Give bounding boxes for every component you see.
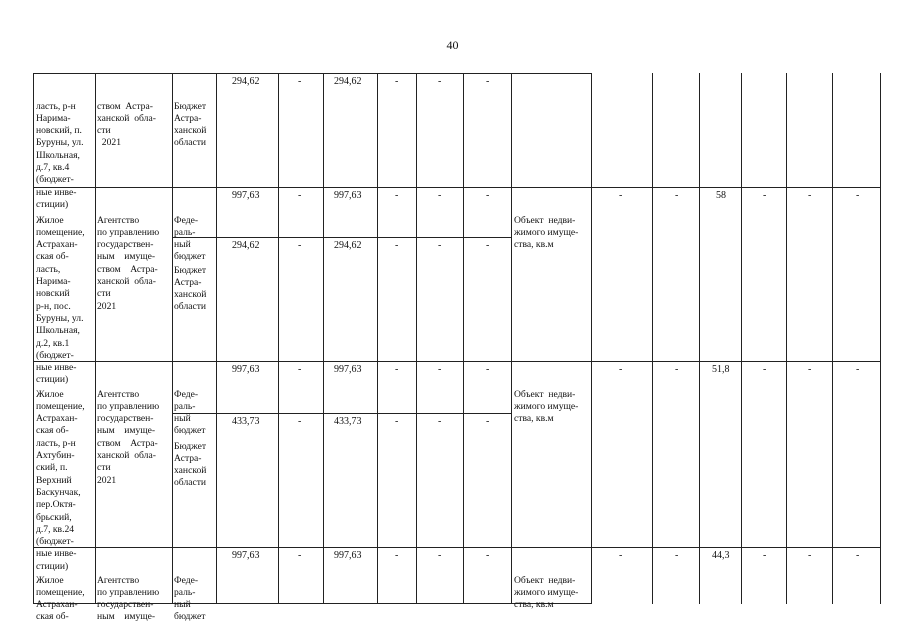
total-value: 997,63 xyxy=(232,190,260,201)
indicator-value: - xyxy=(808,364,812,375)
object-text: Жилое помещение, Астрахан- ская об- ласть, Нарима- новский р-н, пос. Буруны, ул. Школьная, д.2, кв.1 (бюджет- ные инве- стиции) xyxy=(36,214,85,386)
object-text: Жилое помещение, Астрахан- ская об- xyxy=(36,574,85,623)
col-line xyxy=(377,73,378,604)
value-cell: - xyxy=(298,240,302,251)
value-cell: - xyxy=(438,550,442,561)
indicator-text: Объект недви- жимого имуще- ства, кв.м xyxy=(514,574,579,611)
indicator-value: - xyxy=(763,364,767,375)
indicator-value: - xyxy=(856,550,860,561)
col-line xyxy=(278,73,279,604)
indicator-value: - xyxy=(619,190,623,201)
value-cell: - xyxy=(486,190,490,201)
indicator-value: - xyxy=(808,190,812,201)
indicator-value: - xyxy=(808,550,812,561)
col-line xyxy=(880,73,881,604)
total-value: 997,63 xyxy=(232,364,260,375)
value-cell: - xyxy=(298,364,302,375)
indicator-value: - xyxy=(675,364,679,375)
value-cell: - xyxy=(395,364,399,375)
object-text: ласть, р-н Нарима- новский, п. Буруны, ул. Школьная, д.7, кв.4 (бюджет- ные инве- стиции) xyxy=(36,100,84,210)
value-cell: 997,63 xyxy=(334,190,362,201)
row-line xyxy=(33,547,881,548)
value-cell: - xyxy=(438,76,442,87)
total-value: 433,73 xyxy=(232,416,260,427)
value-cell: - xyxy=(395,240,399,251)
row-line xyxy=(172,413,512,414)
funding-source: Феде- раль- ный бюджет xyxy=(174,214,206,263)
total-value: 997,63 xyxy=(232,550,260,561)
executor-text: Агентство по управлению государствен- ным имуще- xyxy=(97,574,160,623)
col-line xyxy=(216,73,217,604)
col-line xyxy=(33,73,34,604)
col-line xyxy=(699,73,700,604)
value-cell: - xyxy=(486,240,490,251)
value-cell: 433,73 xyxy=(334,416,362,427)
indicator-text: Объект недви- жимого имуще- ства, кв.м xyxy=(514,388,579,425)
value-cell: - xyxy=(395,550,399,561)
indicator-value: - xyxy=(675,190,679,201)
col-line xyxy=(463,73,464,604)
value-cell: - xyxy=(395,76,399,87)
col-line xyxy=(323,73,324,604)
col-line xyxy=(416,73,417,604)
funding-source: Бюджет Астра- ханской области xyxy=(174,100,207,149)
col-line xyxy=(591,73,592,604)
funding-source: Бюджет Астра- ханской области xyxy=(174,440,207,489)
value-cell: 997,63 xyxy=(334,550,362,561)
value-cell: - xyxy=(486,550,490,561)
indicator-value: - xyxy=(675,550,679,561)
executor-text: Агентство по управлению государствен- ным имуще- ством Астра- ханской обла- сти 2021 xyxy=(97,214,160,312)
value-cell: - xyxy=(438,240,442,251)
funding-source: Феде- раль- ный бюджет xyxy=(174,574,206,623)
value-cell: - xyxy=(395,190,399,201)
col-line xyxy=(511,73,512,604)
value-cell: - xyxy=(298,76,302,87)
indicator-value: 44,3 xyxy=(712,550,730,561)
value-cell: - xyxy=(486,416,490,427)
col-line xyxy=(741,73,742,604)
indicator-value: - xyxy=(619,550,623,561)
col-line xyxy=(95,73,96,604)
value-cell: - xyxy=(395,416,399,427)
col-line xyxy=(172,73,173,604)
total-value: 294,62 xyxy=(232,76,260,87)
indicator-value: 58 xyxy=(716,190,726,201)
executor-text: ством Астра- ханской обла- сти 2021 xyxy=(97,100,156,149)
value-cell: - xyxy=(486,76,490,87)
value-cell: - xyxy=(486,364,490,375)
indicator-value: - xyxy=(619,364,623,375)
value-cell: - xyxy=(298,550,302,561)
value-cell: - xyxy=(438,364,442,375)
col-line xyxy=(786,73,787,604)
total-value: 294,62 xyxy=(232,240,260,251)
col-line xyxy=(832,73,833,604)
indicator-value: - xyxy=(856,190,860,201)
row-line xyxy=(33,73,592,74)
indicator-value: - xyxy=(856,364,860,375)
indicator-text: Объект недви- жимого имуще- ства, кв.м xyxy=(514,214,579,251)
indicator-value: 51,8 xyxy=(712,364,730,375)
value-cell: - xyxy=(438,190,442,201)
funding-source: Феде- раль- ный бюджет xyxy=(174,388,206,437)
row-line xyxy=(33,361,881,362)
value-cell: 294,62 xyxy=(334,240,362,251)
value-cell: - xyxy=(438,416,442,427)
value-cell: - xyxy=(298,190,302,201)
executor-text: Агентство по управлению государствен- ным имуще- ством Астра- ханской обла- сти 2021 xyxy=(97,388,160,486)
value-cell: - xyxy=(298,416,302,427)
value-cell: 294,62 xyxy=(334,76,362,87)
page-number: 40 xyxy=(446,38,459,52)
value-cell: 997,63 xyxy=(334,364,362,375)
object-text: Жилое помещение, Астрахан- ская об- ласть, р-н Ахтубин- ский, п. Верхний Баскунчак, пер.Октя- брьский, д.7, кв.24 (бюджет- ные инве- стиции) xyxy=(36,388,85,572)
col-line xyxy=(652,73,653,604)
indicator-value: - xyxy=(763,550,767,561)
row-line xyxy=(172,237,512,238)
funding-source: Бюджет Астра- ханской области xyxy=(174,264,207,313)
row-line xyxy=(33,187,881,188)
indicator-value: - xyxy=(763,190,767,201)
